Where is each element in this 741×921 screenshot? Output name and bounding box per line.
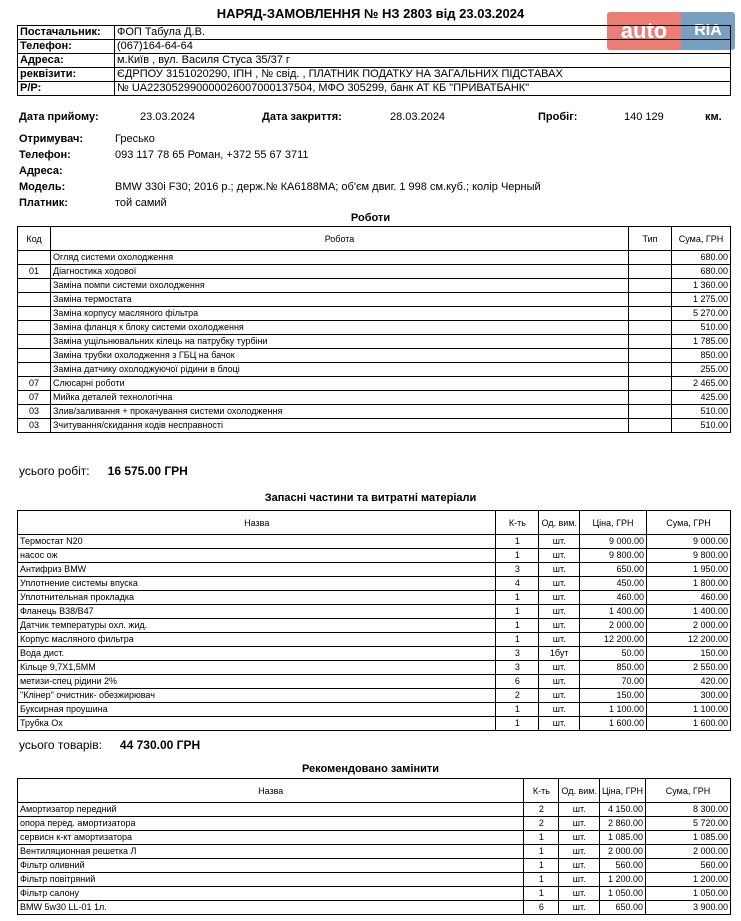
mileage-unit: км. [705,111,722,123]
item-qty: 1 [496,549,539,563]
item-unit: шт. [559,817,600,831]
parts-row [18,619,731,633]
item-price: 50.00 [580,647,647,661]
supplier-table [17,25,731,96]
work-sum: 425.00 [672,391,731,405]
item-qty: 6 [496,675,539,689]
item-name: Уплотнительная прокладка [18,591,496,605]
work-sum: 1 275.00 [672,293,731,307]
item-qty: 1 [496,591,539,605]
customer-key: Модель: [19,181,66,193]
item-unit: шт. [539,717,580,731]
works-row [18,363,731,377]
work-code [18,321,51,335]
item-name: Уплотнение системы впуска [18,577,496,591]
item-unit: 1бут [539,647,580,661]
works-row [18,251,731,265]
item-price: 1 050.00 [599,887,645,901]
recommended-header-sum: Сума, ГРН [646,779,731,803]
recommended-row [18,831,731,845]
item-sum: 1 085.00 [646,831,731,845]
item-qty: 1 [496,535,539,549]
logo-auto-text: auto [607,12,681,50]
item-unit: шт. [559,859,600,873]
item-name: "Клінер" очистник- обезжирювач [18,689,496,703]
work-sum: 1 360.00 [672,279,731,293]
work-type [629,391,672,405]
supplier-row [18,82,731,96]
item-price: 150.00 [580,689,647,703]
closed-date-value: 28.03.2024 [390,111,446,123]
customer-key: Адреса: [19,165,63,177]
item-unit: шт. [539,605,580,619]
work-name: Заміна термостата [51,293,629,307]
recommended-header-price: Ціна, ГРН [599,779,645,803]
customer-key: Телефон: [19,149,71,161]
work-name: Діагностика ходової [51,265,629,279]
supplier-row [18,54,731,68]
work-type [629,363,672,377]
item-name: Термостат N20 [18,535,496,549]
item-unit: шт. [539,549,580,563]
item-name: насос ож [18,549,496,563]
supplier-value: (067)164-64-64 [115,40,731,54]
work-sum: 2 465.00 [672,377,731,391]
work-name: Злив/заливання + прокачування системи охолодження [51,405,629,419]
recommended-row [18,845,731,859]
recommended-table [17,778,731,915]
customer-value: Гресько [115,133,155,145]
parts-section-title: Запасні частини та витратні матеріали [264,492,477,504]
recommended-row [18,817,731,831]
item-unit: шт. [559,901,600,915]
item-unit: шт. [539,633,580,647]
item-unit: шт. [559,887,600,901]
recommended-row [18,887,731,901]
work-sum: 510.00 [672,321,731,335]
works-header-sum: Сума, ГРН [672,227,731,251]
supplier-key: Адреса: [18,54,115,68]
item-unit: шт. [539,675,580,689]
item-unit: шт. [559,803,600,817]
item-price: 9 000.00 [580,535,647,549]
item-price: 1 100.00 [580,703,647,717]
work-code [18,251,51,265]
item-price: 1 400.00 [580,605,647,619]
supplier-key: Телефон: [18,40,115,54]
item-name: метизи-спец рідини 2% [18,675,496,689]
customer-value: BMW 330i F30; 2016 р.; держ.№ КА6188МА; об'єм двиг. 1 998 см.куб.; колір Черный [115,181,541,193]
received-date-value: 23.03.2024 [140,111,196,123]
work-sum: 510.00 [672,405,731,419]
item-qty: 3 [496,563,539,577]
work-name: Мийка деталей технологічна [51,391,629,405]
item-name: Кільце 9,7Х1,5ММ [18,661,496,675]
works-row [18,307,731,321]
customer-key: Платник: [19,197,68,209]
item-unit: шт. [559,845,600,859]
work-name: Слюсарні роботи [51,377,629,391]
item-qty: 1 [524,845,559,859]
work-name: Заміна датчику охолоджуючої рідини в блоці [51,363,629,377]
item-name: Датчик температуры охл. жид. [18,619,496,633]
work-name: Заміна ущільнювальних кілець на патрубку турбіни [51,335,629,349]
parts-row [18,703,731,717]
item-sum: 1 100.00 [647,703,731,717]
work-name: Зчитування/скидання кодів несправності [51,419,629,433]
work-code: 01 [18,265,51,279]
work-type [629,321,672,335]
customer-value: той самий [115,197,167,209]
item-sum: 8 300.00 [646,803,731,817]
work-code [18,349,51,363]
recommended-row [18,901,731,915]
work-name: Заміна трубки охолодження з ГБЦ на бачок [51,349,629,363]
item-sum: 420.00 [647,675,731,689]
work-sum: 5 270.00 [672,307,731,321]
work-type [629,405,672,419]
item-name: Корпус масляного фильтра [18,633,496,647]
parts-row [18,689,731,703]
item-qty: 2 [524,803,559,817]
work-code [18,363,51,377]
works-row [18,293,731,307]
item-sum: 2 550.00 [647,661,731,675]
supplier-row [18,40,731,54]
work-type [629,307,672,321]
item-price: 12 200.00 [580,633,647,647]
customer-key: Отримувач: [19,133,84,145]
item-qty: 6 [524,901,559,915]
work-code: 03 [18,419,51,433]
work-name: Заміна корпусу масляного фільтра [51,307,629,321]
work-sum: 510.00 [672,419,731,433]
parts-row [18,661,731,675]
item-name: Фільтр повітряний [18,873,524,887]
work-type [629,419,672,433]
supplier-key: Постачальник: [18,26,115,40]
item-name: Фланець B38/B47 [18,605,496,619]
works-row [18,349,731,363]
parts-row [18,535,731,549]
work-code [18,307,51,321]
works-total-label: усього робіт: [19,464,90,478]
supplier-value: № UA223052990000026007000137504, МФО 305299, банк АТ КБ "ПРИВАТБАНК" [115,82,731,96]
logo-ria-text: RIA [681,12,735,50]
work-sum: 850.00 [672,349,731,363]
works-row [18,377,731,391]
item-unit: шт. [539,577,580,591]
supplier-row [18,26,731,40]
item-price: 560.00 [599,859,645,873]
recommended-section-title: Рекомендовано замінити [301,763,440,775]
item-unit: шт. [539,661,580,675]
work-code [18,279,51,293]
work-type [629,279,672,293]
item-sum: 2 000.00 [647,619,731,633]
work-sum: 680.00 [672,265,731,279]
parts-row [18,633,731,647]
item-qty: 1 [496,605,539,619]
item-qty: 1 [524,887,559,901]
works-row [18,335,731,349]
item-qty: 1 [524,831,559,845]
item-name: Амортизатор передний [18,803,524,817]
parts-header-sum: Сума, ГРН [647,511,731,535]
item-sum: 3 900.00 [646,901,731,915]
item-sum: 5 720.00 [646,817,731,831]
work-type [629,335,672,349]
item-price: 450.00 [580,577,647,591]
item-price: 650.00 [580,563,647,577]
works-header-code: Код [18,227,51,251]
item-name: Антифриз BMW [18,563,496,577]
item-unit: шт. [539,689,580,703]
item-sum: 150.00 [647,647,731,661]
item-name: Вентиляционная решетка Л [18,845,524,859]
recommended-row [18,803,731,817]
item-name: BMW 5w30 LL-01 1л. [18,901,524,915]
works-header-type: Тип [629,227,672,251]
item-sum: 1 800.00 [647,577,731,591]
work-type [629,293,672,307]
item-qty: 1 [496,717,539,731]
supplier-value: ФОП Табула Д.В. [115,26,731,40]
recommended-header-qty: К-ть [524,779,559,803]
parts-row [18,605,731,619]
parts-row [18,675,731,689]
item-unit: шт. [539,535,580,549]
item-qty: 4 [496,577,539,591]
item-sum: 1 200.00 [646,873,731,887]
work-name: Огляд системи охолодження [51,251,629,265]
item-price: 1 085.00 [599,831,645,845]
item-price: 850.00 [580,661,647,675]
item-price: 460.00 [580,591,647,605]
parts-row [18,647,731,661]
parts-row [18,563,731,577]
parts-row [18,549,731,563]
item-price: 70.00 [580,675,647,689]
item-name: Буксирная проушина [18,703,496,717]
item-unit: шт. [559,873,600,887]
item-qty: 3 [496,661,539,675]
works-table [17,226,731,433]
mileage-label: Пробіг: [538,111,578,123]
work-code [18,293,51,307]
item-sum: 1 400.00 [647,605,731,619]
works-row [18,391,731,405]
supplier-value: м.Київ , вул. Василя Стуса 35/37 г [115,54,731,68]
parts-row [18,577,731,591]
work-code: 07 [18,391,51,405]
item-price: 2 860.00 [599,817,645,831]
item-qty: 1 [496,633,539,647]
work-type [629,349,672,363]
work-type [629,265,672,279]
item-qty: 2 [524,817,559,831]
customer-value: 093 117 78 65 Роман, +372 55 67 3711 [115,149,309,161]
item-qty: 2 [496,689,539,703]
item-unit: шт. [539,703,580,717]
work-type [629,251,672,265]
work-code [18,335,51,349]
item-unit: шт. [559,831,600,845]
works-row [18,419,731,433]
item-name: Вода дист. [18,647,496,661]
works-total [19,464,188,478]
supplier-key: Р/Р: [18,82,115,96]
item-price: 2 000.00 [580,619,647,633]
works-row [18,321,731,335]
item-name: Фільтр салону [18,887,524,901]
item-name: опора перед. амортизатора [18,817,524,831]
parts-total-label: усього товарів: [19,738,102,752]
received-date-label: Дата прийому: [19,111,99,123]
works-header-name: Робота [51,227,629,251]
item-price: 2 000.00 [599,845,645,859]
item-name: Фільтр оливний [18,859,524,873]
recommended-row [18,873,731,887]
item-sum: 1 050.00 [646,887,731,901]
parts-table [17,510,731,731]
works-section-title: Роботи [350,212,391,224]
item-sum: 1 950.00 [647,563,731,577]
item-price: 1 200.00 [599,873,645,887]
item-unit: шт. [539,563,580,577]
item-price: 1 600.00 [580,717,647,731]
work-sum: 680.00 [672,251,731,265]
item-unit: шт. [539,619,580,633]
document-title: НАРЯД-ЗАМОВЛЕННЯ № НЗ 2803 від 23.03.2024 [216,6,525,21]
item-sum: 560.00 [646,859,731,873]
work-sum: 255.00 [672,363,731,377]
work-name: Заміна фланця к блоку системи охолодження [51,321,629,335]
item-name: Трубка Ох [18,717,496,731]
works-row [18,279,731,293]
supplier-key: реквізити: [18,68,115,82]
parts-header-qty: К-ть [496,511,539,535]
parts-header-name: Назва [18,511,496,535]
item-qty: 3 [496,647,539,661]
supplier-value: ЄДРПОУ 3151020290, ІПН , № свід. , ПЛАТНИК ПОДАТКУ НА ЗАГАЛЬНИХ ПІДСТАВАХ [115,68,731,82]
parts-row [18,717,731,731]
item-name: сервисн к-кт амортизатора [18,831,524,845]
parts-header-price: Ціна, ГРН [580,511,647,535]
item-unit: шт. [539,591,580,605]
work-code: 07 [18,377,51,391]
parts-row [18,591,731,605]
recommended-header-name: Назва [18,779,524,803]
work-name: Заміна помпи системи охолодження [51,279,629,293]
closed-date-label: Дата закриття: [262,111,342,123]
mileage-value: 140 129 [624,111,664,123]
works-row [18,265,731,279]
item-sum: 9 000.00 [647,535,731,549]
work-sum: 1 785.00 [672,335,731,349]
works-row [18,405,731,419]
work-type [629,377,672,391]
parts-total [19,738,200,752]
recommended-header-unit: Од. вим. [559,779,600,803]
item-qty: 1 [496,703,539,717]
item-sum: 12 200.00 [647,633,731,647]
item-sum: 2 000.00 [646,845,731,859]
item-qty: 1 [524,873,559,887]
item-sum: 9 800.00 [647,549,731,563]
item-qty: 1 [524,859,559,873]
item-qty: 1 [496,619,539,633]
item-sum: 460.00 [647,591,731,605]
works-total-value: 16 575.00 ГРН [107,464,188,478]
work-code: 03 [18,405,51,419]
parts-total-value: 44 730.00 ГРН [119,738,201,752]
item-price: 650.00 [599,901,645,915]
item-sum: 1 600.00 [647,717,731,731]
item-price: 4 150.00 [599,803,645,817]
recommended-row [18,859,731,873]
parts-header-unit: Од. вим. [539,511,580,535]
item-sum: 300.00 [647,689,731,703]
supplier-row [18,68,731,82]
item-price: 9 800.00 [580,549,647,563]
